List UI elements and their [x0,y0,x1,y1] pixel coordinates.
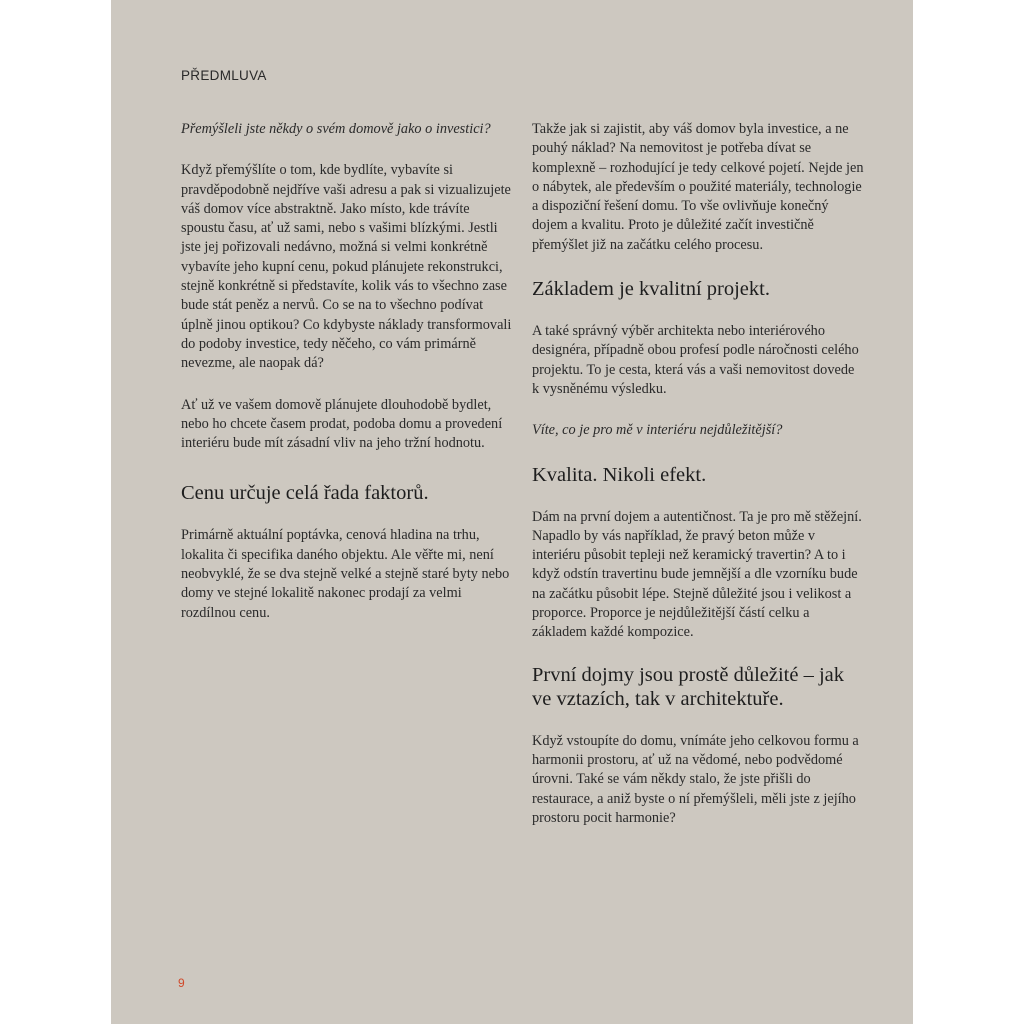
right-heading-1: Základem je kvalitní projekt. [532,278,770,301]
book-page [111,0,913,1024]
right-heading-2: Kvalita. Nikoli efekt. [532,463,707,486]
right-question: Víte, co je pro mě v interiéru nejdůležitější? [532,422,783,439]
section-label: PŘEDMLUVA [181,68,267,83]
left-heading-1: Cenu určuje celá řada faktorů. [181,482,429,505]
right-paragraph-4: Když vstoupíte do domu, vnímáte jeho celkovou formu a harmonii prostoru, ať už na vědomé, nebo podvědomé úrovni. Také se vám někdy stalo, že jste přišli do restaurace, a aniž byste o ní přemýšleli, měli jste z jejího prostoru pocit harmonie? [532,732,859,826]
right-paragraph-2: A také správný výběr architekta nebo interiérového designéra, případně obou profesí podle náročnosti celého projektu. To je cesta, která vás a vaši nemovitost dovede k vysněnému výsledku. [532,323,859,397]
left-paragraph-1: Když přemýšlíte o tom, kde bydlíte, vybavíte si pravděpodobně nejdříve vaši adresu a pak si vizualizujete váš domov více abstraktně. Jako místo, kde trávíte spoustu času, ať už sami, nebo s vašimi blízkými. Jestli jste jej pořizovali nedávno, možná si velmi konkrétně vybavíte jeho kupní cenu, pokud plánujete rekonstrukci, stejně konkrétně si představíte, kolik vás to všechno zase bude stát peněz a nervů. Co se na to všechno podívat úplně jinou optikou? Co kdybyste náklady transformovali do podoby investice, tedy něčeho, co vám primárně nevezme, ale naopak dá? [181,162,512,372]
right-heading-3: První dojmy jsou prostě důležité – jak ve vztazích, tak v architektuře. [532,663,845,710]
right-paragraph-1: Takže jak si zajistit, aby váš domov byla investice, a ne pouhý náklad? Na nemovitost je potřeba dívat se komplexně – rozhodující je tedy celkové pojetí. Nejde jen o nábytek, ale především o použité materiály, technologie a dispoziční řešení domu. To vše ovlivňuje konečný dojem a kvalitu. Proto je důležité začít investičně přemýšlet již na začátku celého procesu. [532,121,864,253]
left-paragraph-3: Primárně aktuální poptávka, cenová hladina na trhu, lokalita či specifika daného objektu. Ale věřte mi, není neobvyklé, že se dva stejně velké a stejně staré byty nebo domy ve stejné lokalitě nakonec prodají za velmi rozdílnou cenu. [181,527,510,621]
right-column [532,120,864,828]
page-number: 9 [178,976,185,990]
lead-question: Přemýšleli jste někdy o svém domově jako o investici? [181,121,491,137]
right-paragraph-3: Dám na první dojem a autentičnost. Ta je pro mě stěžejní. Napadlo by vás například, že pravý beton může v interiéru působit tepleji než keramický travertin? A to i když odstín travertinu bude jemnější a dle vzorníku bude na začátku působit lépe. Stejně důležité jsou i velikost a proporce. Proporce je nejdůležitější částí celku a základem každé kompozice. [532,508,862,641]
left-column [181,120,513,623]
left-paragraph-2: Ať už ve vašem domově plánujete dlouhodobě bydlet, nebo ho chcete časem prodat, podoba domu a provedení interiéru bude mít zásadní vliv na jeho tržní hodnotu. [181,396,503,452]
